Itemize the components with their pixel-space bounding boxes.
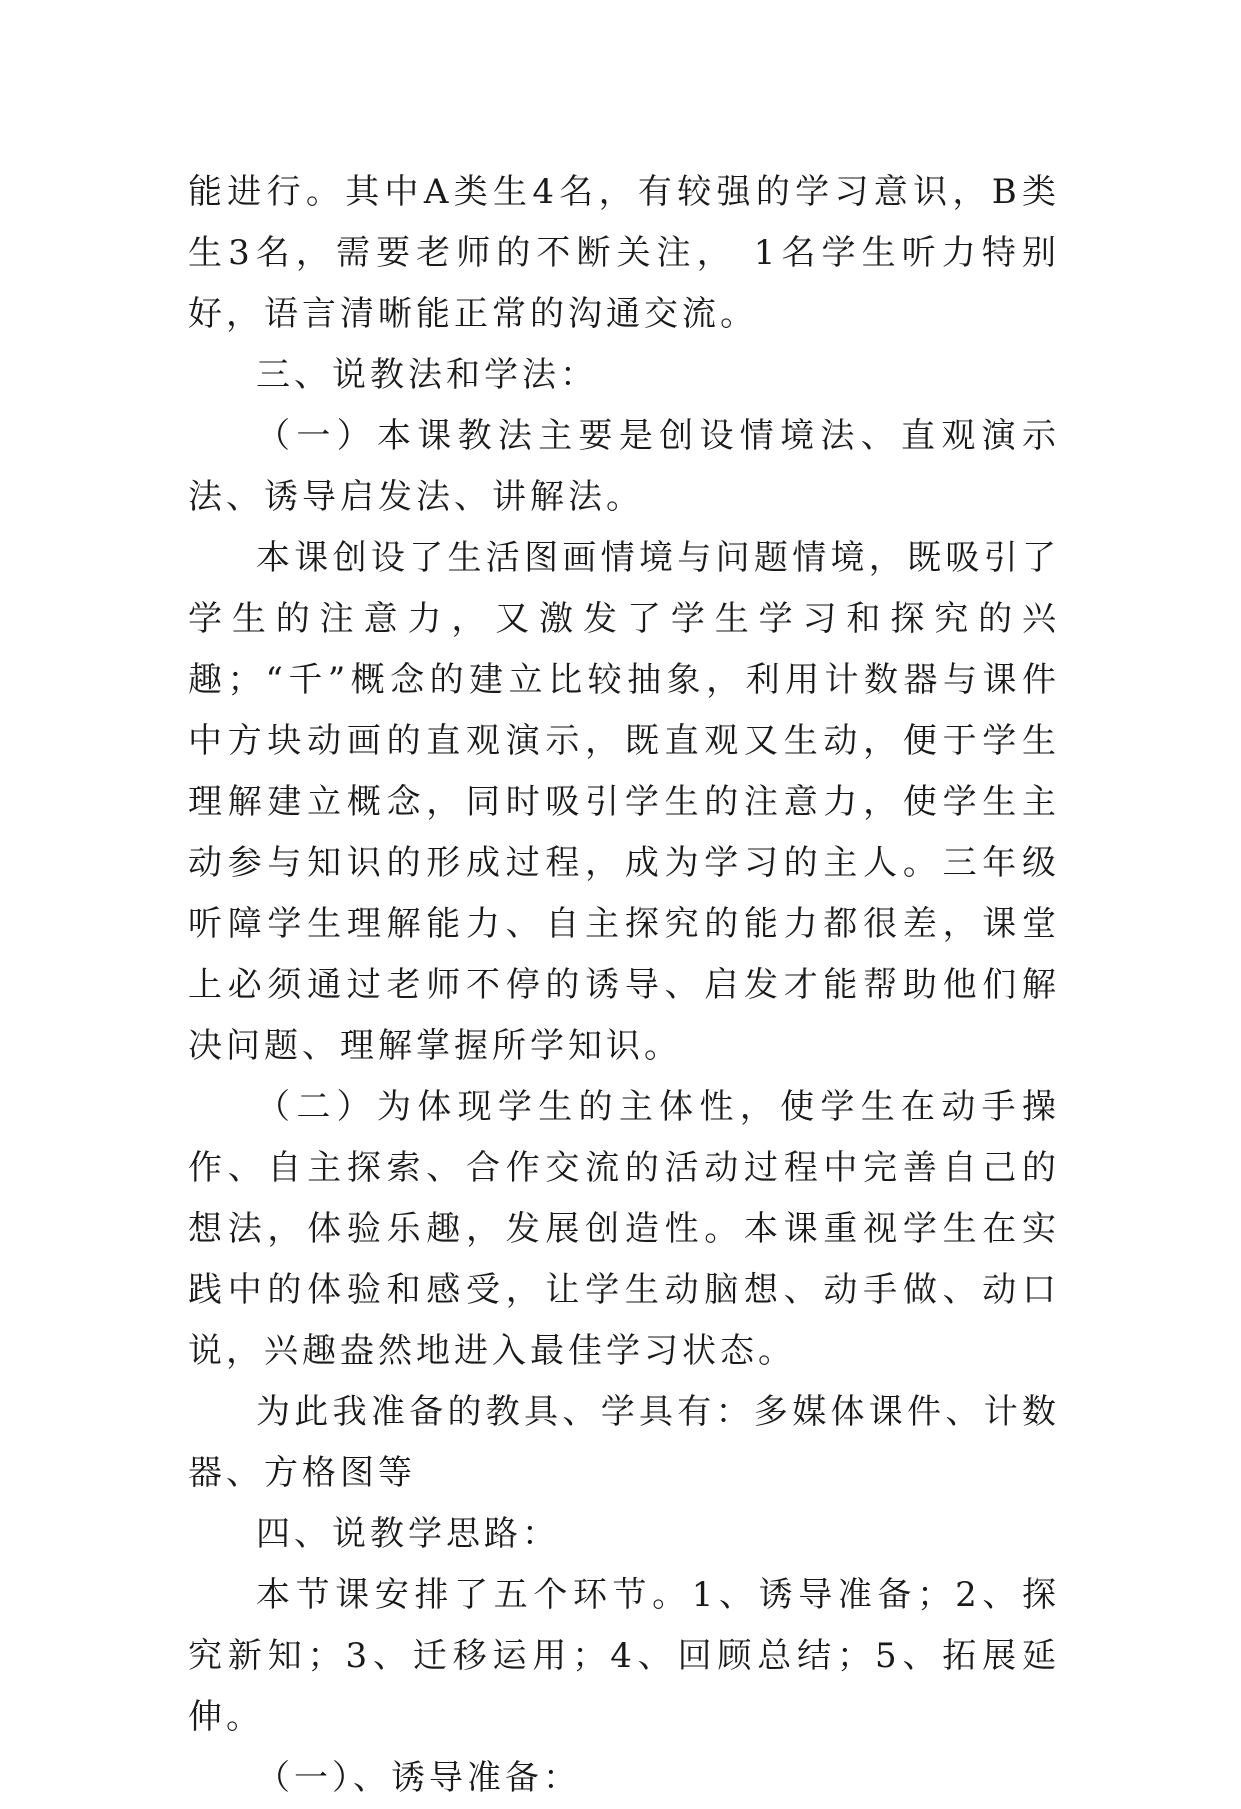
document-body: [188, 162, 1060, 1809]
heading-guided-preparation: （一）、诱导准备：: [256, 1758, 581, 1798]
heading-teaching-methods: 三、说教法和学法：: [256, 355, 598, 395]
heading-teaching-ideas: 四、说教学思路：: [256, 1514, 560, 1554]
paragraph-teaching-methods-detail: 本课创设了生活图画情境与问题情境，既吸引了学生的注意力，又激发了学生学习和探究的兴趣；“千”概念的建立比较抽象，利用计数器与课件中方块动画的直观演示，既直观又生动，便于学生理解建立概念，同时吸引学生的注意力，使学生主动参与知识的形成过程，成为学习的主人。三年级听障学生理解能力、自主探究的能力都很差，课堂上必须通过老师不停的诱导、启发才能帮助他们解决问题、理解掌握所学知识。: [188, 538, 1060, 1066]
paragraph-teaching-aids: 为此我准备的教具、学具有：多媒体课件、计数器、方格图等: [188, 1392, 1060, 1493]
paragraph-student-categories: 能进行。其中A类生4名，有较强的学习意识，B类生3名，需要老师的不断关注， 1名学生听力特别好，语言清晰能正常的沟通交流。: [188, 172, 1060, 334]
paragraph-learning-methods: （二）为体现学生的主体性，使学生在动手操作、自主探索、合作交流的活动过程中完善自己的想法，体验乐趣，发展创造性。本课重视学生在实践中的体验和感受，让学生动脑想、动手做、动口说，兴趣盎然地进入最佳学习状态。: [188, 1087, 1060, 1371]
paragraph-five-steps: 本节课安排了五个环节。1、诱导准备；2、探究新知；3、迁移运用；4、回顾总结；5、拓展延伸。: [188, 1575, 1060, 1737]
paragraph-teaching-methods-list: （一）本课教法主要是创设情境法、直观演示法、诱导启发法、讲解法。: [188, 416, 1060, 517]
